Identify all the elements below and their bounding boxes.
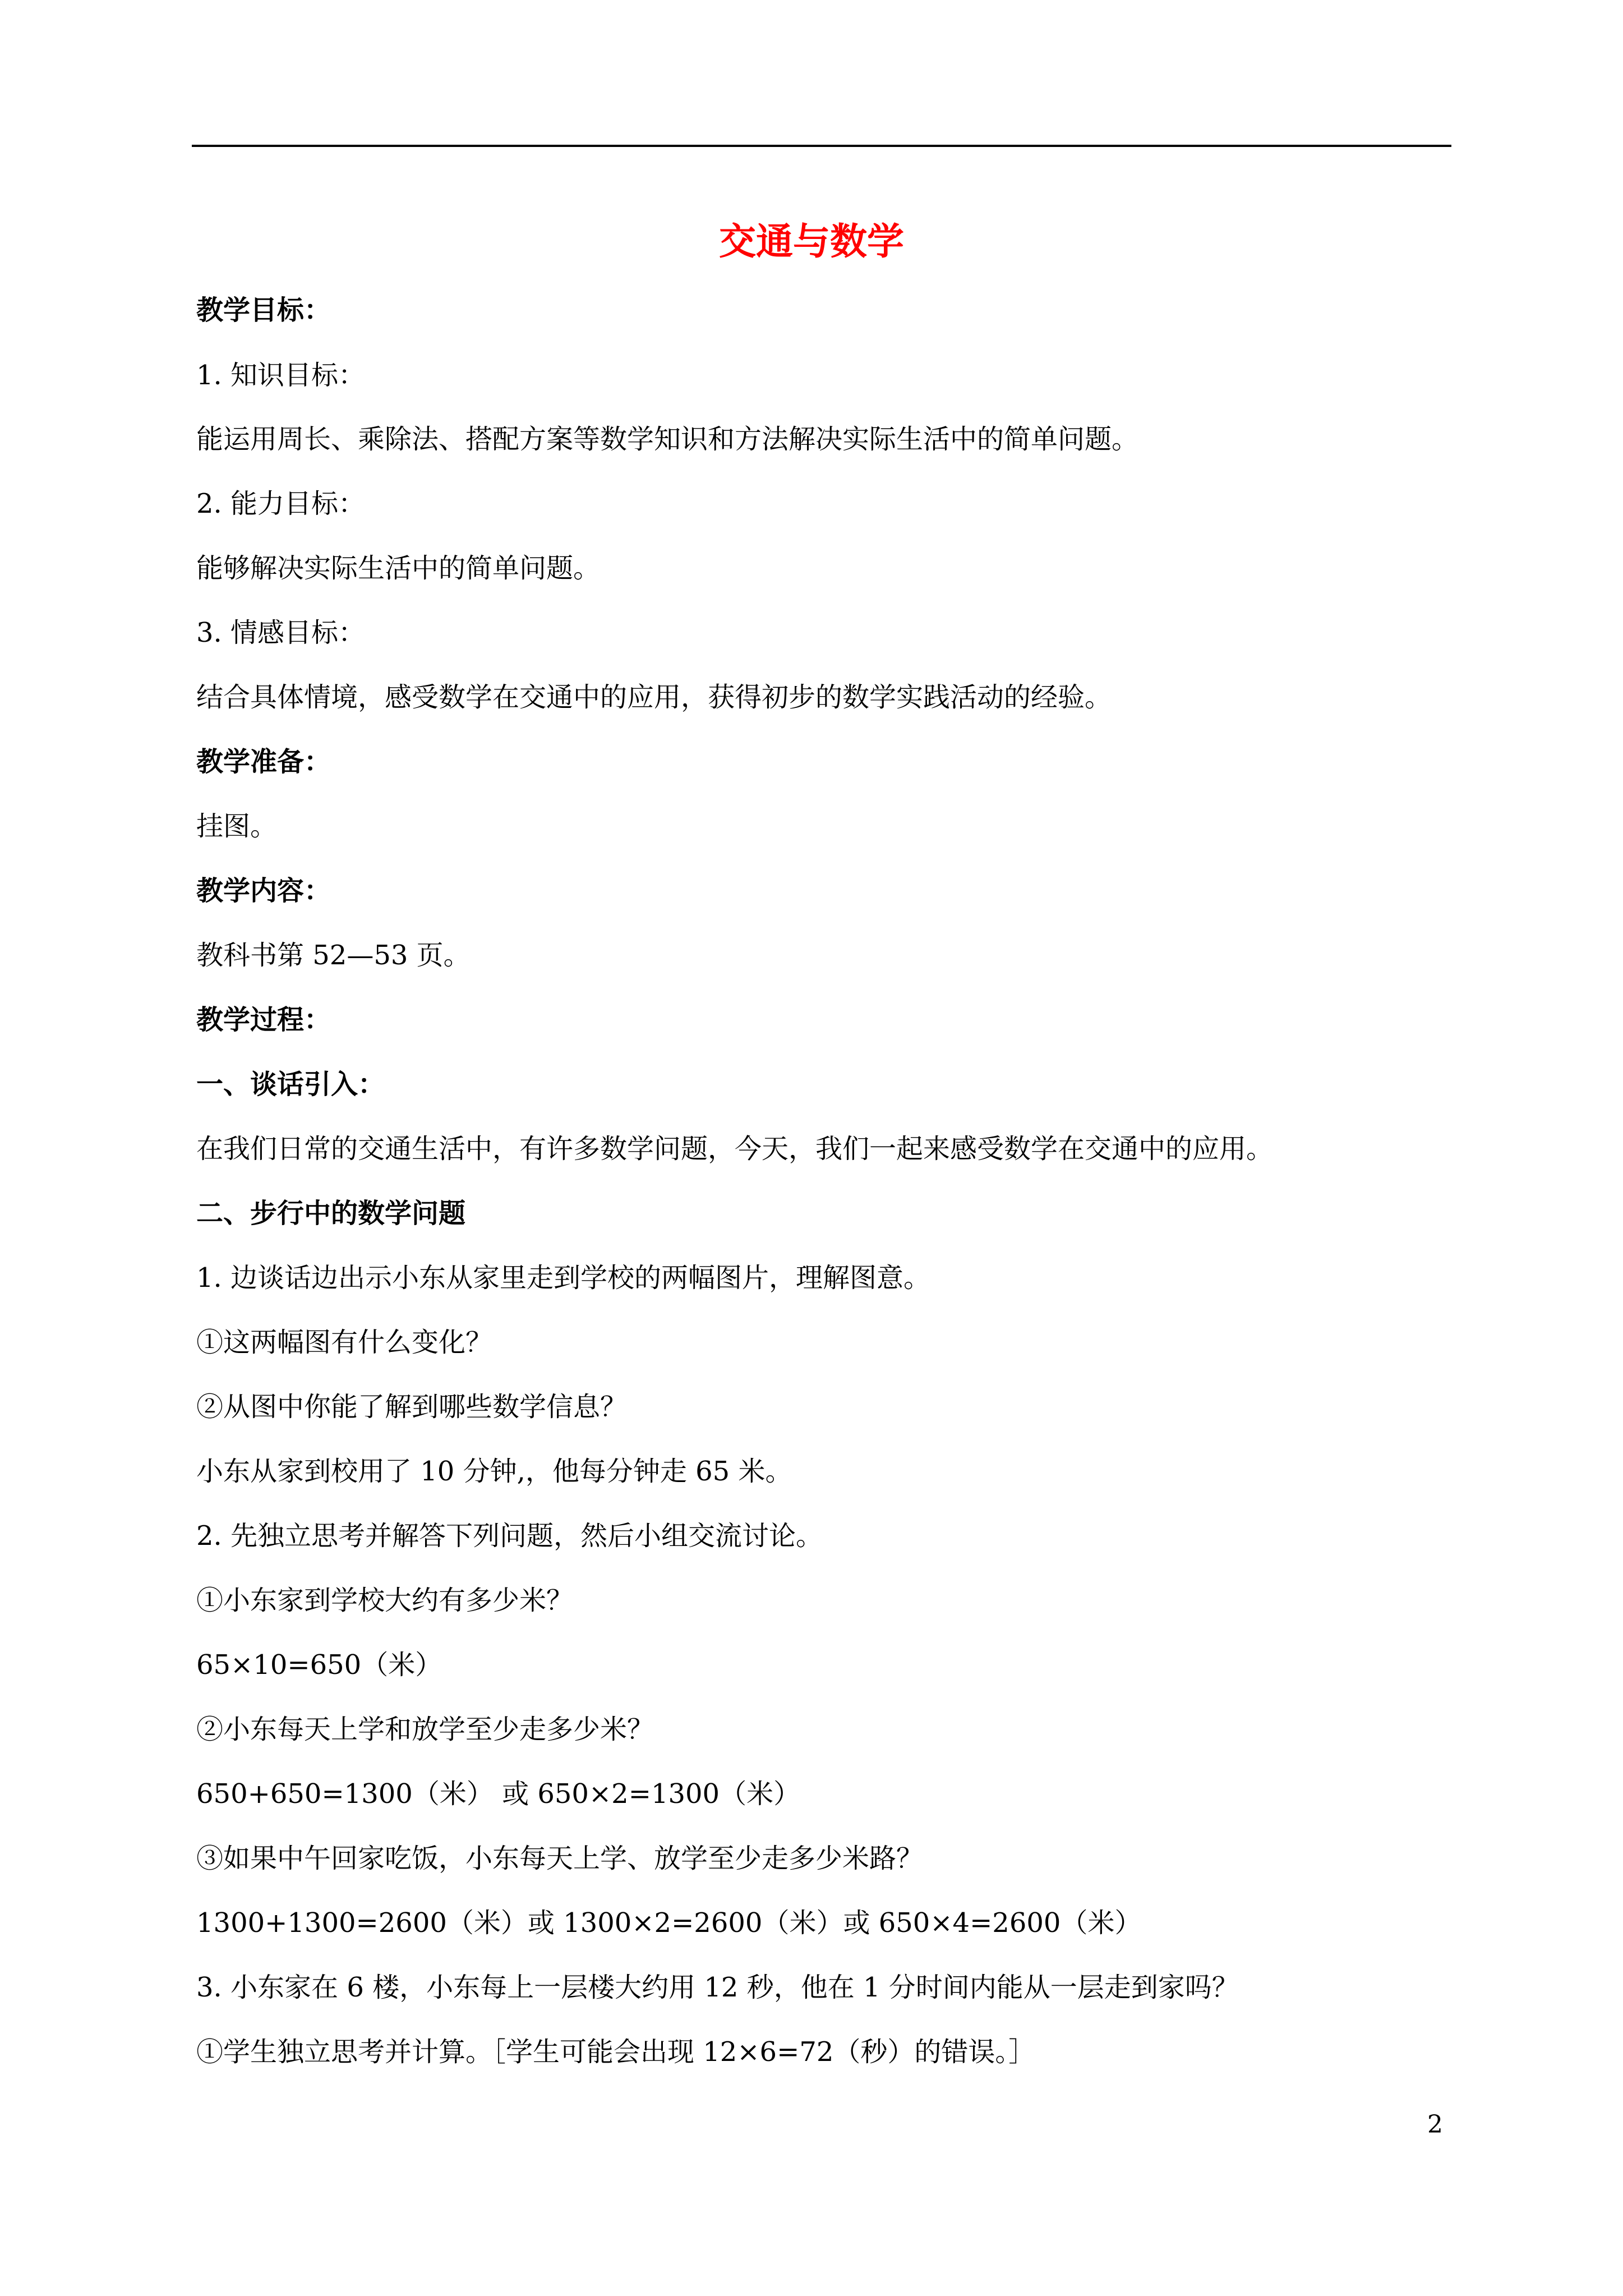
body-line: 能够解决实际生活中的简单问题。: [196, 553, 601, 584]
body-line: 2. 先独立思考并解答下列问题，然后小组交流讨论。: [196, 1520, 823, 1552]
body-line: ②小东每天上学和放学至少走多少米？: [196, 1714, 654, 1745]
body-line: 教科书第 52—53 页。: [196, 940, 471, 971]
body-line: 教学准备：: [196, 746, 331, 777]
body-line: 教学目标：: [196, 295, 331, 326]
body-line: 教学过程：: [196, 1004, 331, 1036]
body-line: 二、步行中的数学问题: [196, 1198, 466, 1229]
body-line: 小东从家到校用了 10 分钟,，他每分钟走 65 米。: [196, 1456, 792, 1487]
body-line: ①小东家到学校大约有多少米？: [196, 1585, 574, 1616]
body-line: 能运用周长、乘除法、搭配方案等数学知识和方法解决实际生活中的简单问题。: [196, 424, 1139, 455]
body-line: ①学生独立思考并计算。［学生可能会出现 12×6=72（秒）的错误。］: [196, 2036, 1036, 2068]
body-line: 1. 边谈话边出示小东从家里走到学校的两幅图片，理解图意。: [196, 1262, 931, 1294]
header-rule: [192, 145, 1451, 147]
body-line: 教学内容：: [196, 875, 331, 907]
body-line: 2. 能力目标：: [196, 488, 366, 519]
body-line: 3. 情感目标：: [196, 617, 366, 648]
body-line: 650+650=1300（米） 或 650×2=1300（米）: [196, 1778, 801, 1810]
body-line: 3. 小东家在 6 楼，小东每上一层楼大约用 12 秒，他在 1 分时间内能从一层走到家吗？: [196, 1972, 1239, 2003]
body-line: 在我们日常的交通生活中，有许多数学问题，今天，我们一起来感受数学在交通中的应用。: [196, 1133, 1274, 1165]
body-line: 挂图。: [196, 811, 278, 842]
body-line: ②从图中你能了解到哪些数学信息？: [196, 1391, 628, 1423]
body-line: 1300+1300=2600（米）或 1300×2=2600（米）或 650×4=2600（米）: [196, 1907, 1142, 1939]
page-number: 2: [1427, 2110, 1443, 2139]
body-line: 结合具体情境，感受数学在交通中的应用，获得初步的数学实践活动的经验。: [196, 682, 1112, 713]
body-line: 一、谈话引入：: [196, 1069, 385, 1100]
body-line: ①这两幅图有什么变化？: [196, 1327, 493, 1358]
body-line: ③如果中午回家吃饭，小东每天上学、放学至少走多少米路？: [196, 1843, 924, 1874]
body-line: 65×10=650（米）: [196, 1649, 442, 1681]
document-title: 交通与数学: [719, 219, 904, 263]
body-line: 1. 知识目标：: [196, 360, 366, 391]
